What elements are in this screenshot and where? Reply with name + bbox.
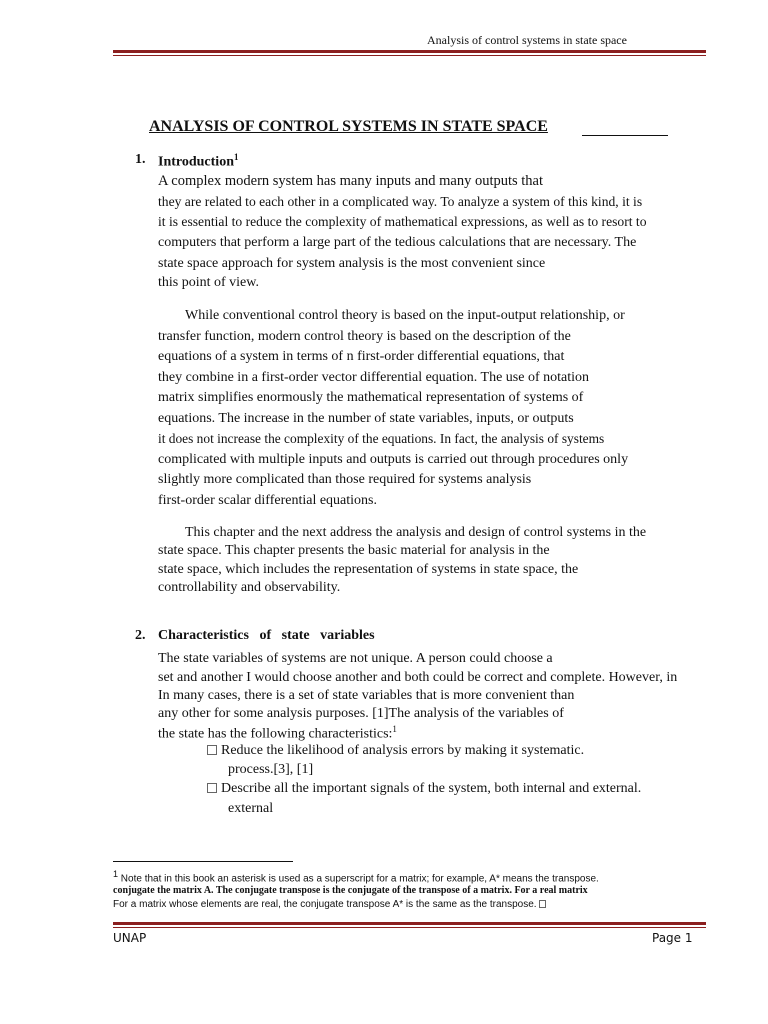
footnote-text: Note that in this book an asterisk is used as a superscript for a matrix; for example, A* means the transpose. <box>120 873 599 885</box>
paragraph-line: state space, which includes the representation of systems in state space, the <box>158 562 579 577</box>
paragraph-line: they are related to each other in a complicated way. To analyze a system of this kind, it is <box>158 194 643 209</box>
paragraph-line: it is essential to reduce the complexity of mathematical expressions, as well as to resort to <box>158 214 647 229</box>
header-rule-thin <box>113 55 706 56</box>
paragraph-line: A complex modern system has many inputs and many outputs that <box>158 173 544 189</box>
paragraph-line: they combine in a first-order vector differential equation. The use of notation <box>158 370 590 385</box>
footnote-rule <box>113 861 293 862</box>
title-underline-trail <box>582 118 668 136</box>
paragraph-line: any other for some analysis purposes. [1]The analysis of the variables of <box>158 706 564 721</box>
section-1-heading-text: Introduction <box>158 154 234 170</box>
paragraph-line: set and another I would choose another and both could be correct and complete. However, in <box>158 670 678 685</box>
glyph-box-icon <box>539 900 546 908</box>
paragraph-line: equations of a system in terms of n first-order differential equations, that <box>158 349 565 364</box>
paragraph-line: In many cases, there is a set of state variables that is more convenient than <box>158 688 575 703</box>
paragraph-line: this point of view. <box>158 275 259 290</box>
footnote-line <box>113 869 599 884</box>
footnote-line <box>113 899 550 910</box>
bullet-item <box>207 781 641 797</box>
section-1-heading <box>158 152 238 171</box>
paragraph-line: matrix simplifies enormously the mathematical representation of systems of <box>158 390 584 405</box>
bullet-continuation: process.[3], [1] <box>228 762 314 777</box>
bullet-item <box>207 743 584 759</box>
bullet-text: Describe all the important signals of the system, both internal and external. <box>221 781 642 796</box>
paragraph-line: slightly more complicated than those required for systems analysis <box>158 472 532 487</box>
page-title: ANALYSIS OF CONTROL SYSTEMS IN STATE SPACE <box>149 118 548 135</box>
paragraph-line: first-order scalar differential equations. <box>158 493 377 508</box>
bullet-box-icon <box>207 745 217 755</box>
paragraph-line: computers that perform a large part of the tedious calculations that are necessary. The <box>158 235 637 250</box>
section-1-number: 1. <box>135 152 146 167</box>
paragraph-line: controllability and observability. <box>158 580 341 595</box>
footer-left: UNAP <box>113 931 147 945</box>
footer-rule-thin <box>113 927 706 928</box>
paragraph-line: state space approach for system analysis is the most convenient since <box>158 256 546 271</box>
page-number: Page 1 <box>652 931 693 945</box>
paragraph-line-text: the state has the following characteristics: <box>158 726 393 742</box>
paragraph-line: This chapter and the next address the analysis and design of control systems in the <box>185 525 647 540</box>
header-rule <box>113 50 706 53</box>
section-1-heading-sup: 1 <box>233 152 239 162</box>
paragraph-line: transfer function, modern control theory is based on the description of the <box>158 329 571 344</box>
section-2-number: 2. <box>135 628 146 643</box>
paragraph-line: complicated with multiple inputs and outputs is carried out through procedures only <box>158 452 629 467</box>
footnote-text: For a matrix whose elements are real, the conjugate transpose A* is the same as the transpose. <box>113 899 537 910</box>
paragraph-line: The state variables of systems are not unique. A person could choose a <box>158 651 553 666</box>
bullet-box-icon <box>207 783 217 793</box>
paragraph-line: While conventional control theory is based on the input-output relationship, or <box>185 308 625 323</box>
paragraph-line: equations. The increase in the number of state variables, inputs, or outputs <box>158 411 574 426</box>
footer-rule <box>113 922 706 925</box>
bullet-continuation: external <box>228 801 274 816</box>
paragraph-line: state space. This chapter presents the basic material for analysis in the <box>158 543 550 558</box>
running-header: Analysis of control systems in state space <box>427 33 627 47</box>
section-2-heading: Characteristics of state variables <box>158 628 375 643</box>
footnote-line: conjugate the matrix A. The conjugate transpose is the conjugate of the transpose of a matrix. For a real matrix <box>113 885 588 896</box>
paragraph-line: it does not increase the complexity of the equations. In fact, the analysis of systems <box>158 431 605 446</box>
paragraph-line <box>158 724 397 743</box>
bullet-text: Reduce the likelihood of analysis errors by making it systematic. <box>221 743 585 758</box>
paragraph-sup: 1 <box>392 724 397 734</box>
footnote-marker: 1 <box>113 869 119 879</box>
